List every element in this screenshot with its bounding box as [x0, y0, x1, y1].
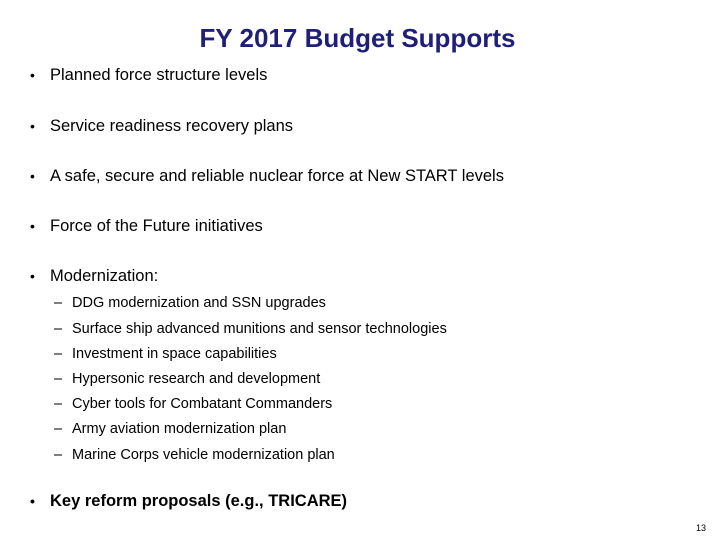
slide-title: FY 2017 Budget Supports	[199, 23, 516, 53]
bullet-marker: •	[30, 268, 35, 284]
sub-bullet-text: Investment in space capabilities	[72, 346, 277, 362]
bullet-marker: •	[30, 218, 35, 234]
sub-bullet-text: Cyber tools for Combatant Commanders	[72, 396, 333, 412]
bullet-text: Modernization:	[50, 267, 159, 285]
bullet-marker: •	[30, 118, 35, 134]
sub-bullet-item	[54, 294, 326, 312]
sub-bullet-marker: –	[54, 295, 63, 311]
sub-bullet-item	[54, 420, 287, 438]
bullet-item-reform	[30, 491, 347, 511]
bullet-item	[30, 166, 504, 186]
sub-bullet-item	[54, 395, 333, 413]
bullet-marker: •	[30, 67, 35, 83]
sub-bullet-text: DDG modernization and SSN upgrades	[72, 295, 326, 311]
bullet-item	[30, 216, 263, 236]
bullet-item	[30, 65, 267, 85]
sub-bullet-marker: –	[54, 321, 63, 337]
sub-bullet-marker: –	[54, 447, 63, 463]
bullet-text: Planned force structure levels	[50, 66, 268, 84]
sub-bullet-marker: –	[54, 421, 63, 437]
bullet-text: A safe, secure and reliable nuclear force at New START levels	[50, 167, 504, 185]
bullet-item-modernization	[30, 266, 158, 286]
sub-bullet-item	[54, 446, 335, 464]
sub-bullet-item	[54, 320, 447, 338]
bullet-text: Force of the Future initiatives	[50, 217, 263, 235]
sub-bullet-text: Marine Corps vehicle modernization plan	[72, 447, 335, 463]
sub-bullet-item	[54, 345, 277, 363]
sub-bullet-item	[54, 370, 321, 388]
bullet-text: Service readiness recovery plans	[50, 117, 294, 135]
page-number: 13	[695, 523, 706, 533]
bullet-item	[30, 116, 293, 136]
bullet-text: Key reform proposals (e.g., TRICARE)	[50, 492, 348, 510]
sub-bullet-marker: –	[54, 346, 63, 362]
sub-bullet-marker: –	[54, 371, 63, 387]
sub-bullet-text: Surface ship advanced munitions and sensor technologies	[72, 321, 447, 337]
bullet-marker: •	[30, 168, 35, 184]
sub-bullet-text: Army aviation modernization plan	[72, 421, 287, 437]
bullet-marker: •	[30, 493, 35, 509]
sub-bullet-text: Hypersonic research and development	[72, 371, 321, 387]
sub-bullet-marker: –	[54, 396, 63, 412]
